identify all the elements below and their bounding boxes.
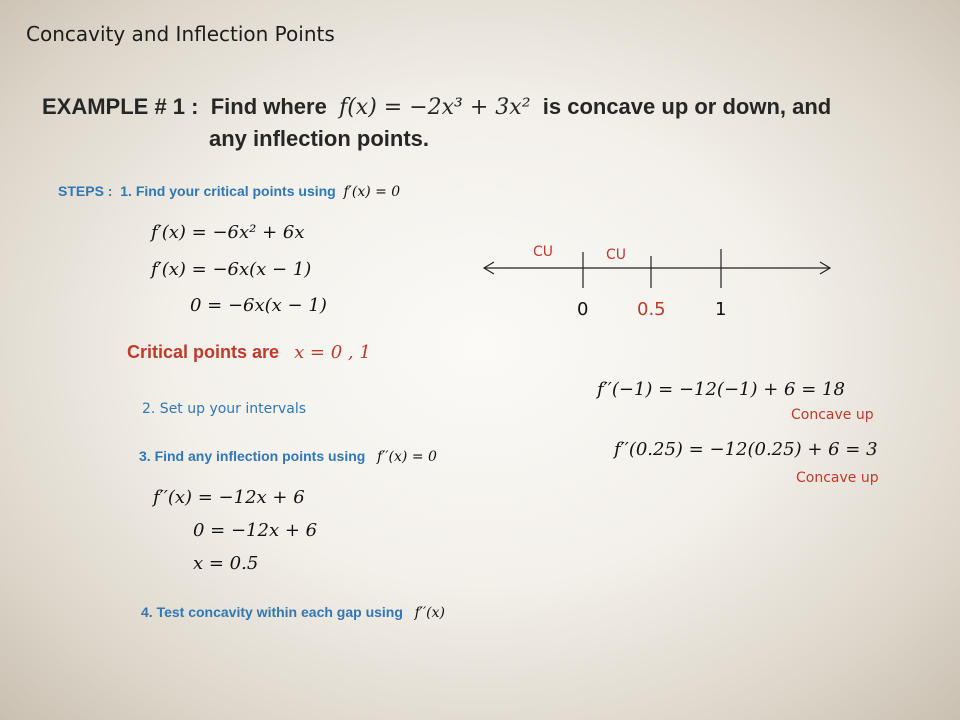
step-4-text: 4. Test concavity within each gap using	[141, 604, 403, 620]
example-text-before: Find where	[210, 94, 327, 119]
critical-points	[127, 342, 371, 363]
example-function: f(x) = −2x³ + 3x²	[339, 95, 531, 120]
test-result-1: Concave up	[791, 407, 874, 423]
test-equation-2: f′′(0.25) = −12(0.25) + 6 = 3	[614, 439, 878, 460]
equation-1: f′(x) = −6x² + 6x	[151, 222, 305, 243]
example-heading	[42, 94, 831, 120]
step-1-text: 1. Find your critical points using	[120, 183, 336, 199]
tick-label-1: 1	[715, 299, 727, 320]
step-4	[141, 604, 445, 621]
tick-label-0: 0	[577, 299, 589, 320]
step-3	[139, 448, 437, 465]
critical-math: x = 0 , 1	[294, 342, 371, 363]
equation-3: 0 = −6x(x − 1)	[190, 295, 327, 316]
test-equation-1: f′′(−1) = −12(−1) + 6 = 18	[597, 379, 845, 400]
steps-prefix: STEPS :	[58, 183, 113, 199]
number-line	[470, 240, 850, 290]
test-result-2: Concave up	[796, 470, 879, 486]
equation-6: x = 0.5	[193, 553, 259, 574]
equation-2: f′(x) = −6x(x − 1)	[151, 259, 312, 280]
step-2: 2. Set up your intervals	[142, 401, 307, 417]
step-1	[58, 183, 400, 200]
step-3-math: f′′(x) = 0	[377, 449, 437, 465]
equation-4: f′′(x) = −12x + 6	[153, 487, 305, 508]
step-4-math: f′′(x)	[414, 605, 445, 621]
example-line2: any inflection points.	[209, 126, 430, 151]
example-label: EXAMPLE # 1 :	[42, 94, 199, 119]
example-text-after: is concave up or down, and	[542, 94, 832, 119]
interval-label-2: CU	[606, 247, 627, 263]
equation-5: 0 = −12x + 6	[193, 520, 318, 541]
tick-label-05: 0.5	[637, 299, 666, 320]
page-title: Concavity and Inflection Points	[26, 22, 335, 46]
interval-label-1: CU	[533, 244, 554, 260]
step-1-math: f′(x) = 0	[343, 184, 401, 200]
step-3-text: 3. Find any inflection points using	[139, 448, 366, 464]
critical-label: Critical points are	[127, 342, 280, 362]
